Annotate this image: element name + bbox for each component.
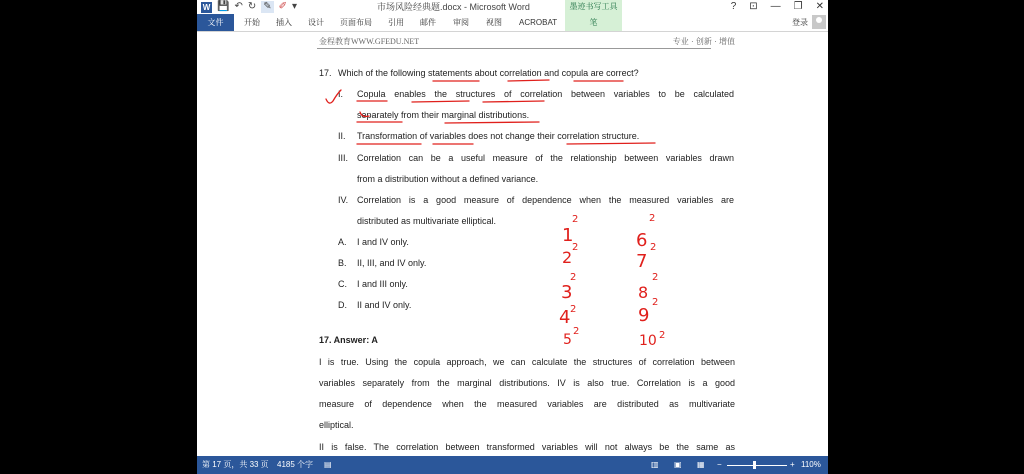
ink-exponent: 2: [652, 297, 659, 308]
zoom-in-button[interactable]: +: [790, 460, 795, 469]
ribbon-tabs: [197, 14, 828, 32]
title-bar: [197, 0, 828, 14]
close-icon[interactable]: ✕: [815, 1, 824, 12]
ink-exponent: 2: [650, 242, 657, 253]
document-page[interactable]: [237, 32, 787, 456]
statement-line: separately from their marginal distributions.: [357, 110, 530, 120]
ink-number: 5: [563, 332, 572, 348]
proofing-icon[interactable]: ▤: [324, 460, 332, 469]
undo-icon[interactable]: ↶: [234, 1, 243, 12]
ink-number: 6: [636, 230, 648, 251]
answer-line: II is false. The correlation between transformed variables will not always be the same as: [319, 442, 735, 452]
answer-line: I is true. Using the copula approach, we can calculate the structures of correlation between: [319, 357, 735, 367]
option-text: II, III, and IV only.: [357, 258, 427, 268]
highlighter-icon[interactable]: ✐: [278, 1, 288, 12]
page-header-left: 金程教育WWW.GFEDU.NET: [319, 37, 420, 46]
option-text: I and III only.: [357, 279, 408, 289]
help-icon[interactable]: ?: [730, 1, 737, 12]
ink-number: 7: [636, 251, 648, 272]
window-controls: [731, 0, 824, 14]
ink-number: 1: [562, 225, 574, 246]
print-layout-icon[interactable]: ▣: [674, 460, 682, 469]
tab-home[interactable]: 开始: [244, 18, 260, 27]
statement-roman: II.: [338, 131, 346, 141]
tab-acrobat[interactable]: ACROBAT: [519, 18, 558, 27]
option-letter: B.: [338, 258, 347, 268]
tab-design[interactable]: 设计: [308, 18, 324, 27]
statement-roman: I.: [338, 89, 344, 99]
statement-line: from a distribution without a defined variance.: [357, 174, 539, 184]
ink-exponent: 2: [573, 326, 580, 337]
word-window: [197, 0, 828, 474]
word-logo-icon[interactable]: W: [202, 2, 211, 12]
ink-number: 2: [562, 248, 573, 267]
ink-tools-context-title: 墨迹书写工具: [565, 0, 622, 14]
option-text: I and IV only.: [357, 237, 409, 247]
ribbon-display-icon[interactable]: ⊡: [749, 1, 758, 12]
ink-exponent: 2: [570, 304, 577, 315]
answer-heading: 17. Answer: A: [319, 335, 378, 345]
tab-view[interactable]: 视图: [486, 18, 502, 27]
ink-exponent: 2: [652, 272, 659, 283]
zoom-out-button[interactable]: −: [717, 460, 722, 469]
maximize-icon[interactable]: ❐: [793, 1, 803, 12]
read-mode-icon[interactable]: ▥: [651, 460, 659, 469]
page-count[interactable]: 第 17 页，共 33 页: [202, 460, 269, 469]
ink-exponent: 2: [572, 242, 579, 253]
tab-references[interactable]: 引用: [388, 18, 404, 27]
answer-line: measure of dependence when the measured variables are distributed as multivariate: [319, 399, 735, 409]
redo-icon[interactable]: ↻: [247, 1, 257, 12]
statement-roman: III.: [338, 153, 349, 163]
status-bar: [197, 456, 828, 474]
statement-line: Transformation of variables does not change their correlation structure.: [357, 131, 640, 141]
question-number: 17.: [319, 68, 332, 78]
statement-line: Copula enables the structures of correlation between variables to be calculated: [357, 89, 734, 99]
sign-in-link[interactable]: 登录: [792, 18, 808, 27]
option-text: II and IV only.: [357, 300, 412, 310]
ink-number: 3: [561, 282, 573, 303]
ink-exponent: 2: [649, 213, 656, 224]
tab-file[interactable]: 文件: [197, 14, 234, 31]
save-icon[interactable]: 💾: [217, 1, 230, 12]
avatar[interactable]: [812, 15, 826, 29]
statement-roman: IV.: [338, 195, 349, 205]
option-letter: A.: [338, 237, 347, 247]
minimize-icon[interactable]: —: [770, 1, 781, 12]
ink-number: 8: [638, 283, 649, 302]
ink-number: 10: [639, 333, 657, 349]
pen-icon[interactable]: ✎: [263, 1, 272, 12]
word-count[interactable]: 4185 个字: [277, 460, 314, 469]
quick-access-toolbar: [201, 1, 297, 13]
answer-line: variables separately from the marginal distributions. IV is also true. Correlation is a good: [319, 378, 735, 388]
ink-number: 4: [559, 307, 571, 328]
answer-line: elliptical.: [319, 420, 354, 430]
zoom-slider[interactable]: [727, 465, 787, 466]
tab-insert[interactable]: 插入: [276, 18, 292, 27]
customize-toolbar-icon[interactable]: ▾: [292, 1, 298, 12]
tab-review[interactable]: 审阅: [453, 18, 469, 27]
ink-exponent: 2: [659, 330, 666, 341]
option-letter: C.: [338, 279, 347, 289]
statement-line: distributed as multivariate elliptical.: [357, 216, 497, 226]
ink-number: 9: [638, 305, 650, 326]
option-letter: D.: [338, 300, 347, 310]
tab-mailings[interactable]: 邮件: [420, 18, 436, 27]
statement-line: Correlation can be a useful measure of the relationship between variables drawn: [357, 153, 734, 163]
web-layout-icon[interactable]: ▦: [697, 460, 705, 469]
tab-page-layout[interactable]: 页面布局: [340, 18, 372, 27]
header-divider: [317, 48, 711, 49]
zoom-level[interactable]: 110%: [801, 460, 821, 469]
document-area[interactable]: [197, 32, 828, 456]
zoom-slider-thumb[interactable]: [753, 461, 756, 469]
ink-exponent: 2: [572, 214, 579, 225]
statement-line: Correlation is a good measure of dependence when the measured variables are: [357, 195, 734, 205]
tab-pen[interactable]: 笔: [565, 14, 622, 31]
page-header-right: 专业 · 创新 · 增值: [672, 37, 735, 46]
ink-exponent: 2: [570, 272, 577, 283]
question-stem: Which of the following statements about correlation and copula are correct?: [338, 68, 639, 78]
document-title: 市场风险经典题.docx - Microsoft Word: [377, 2, 530, 12]
